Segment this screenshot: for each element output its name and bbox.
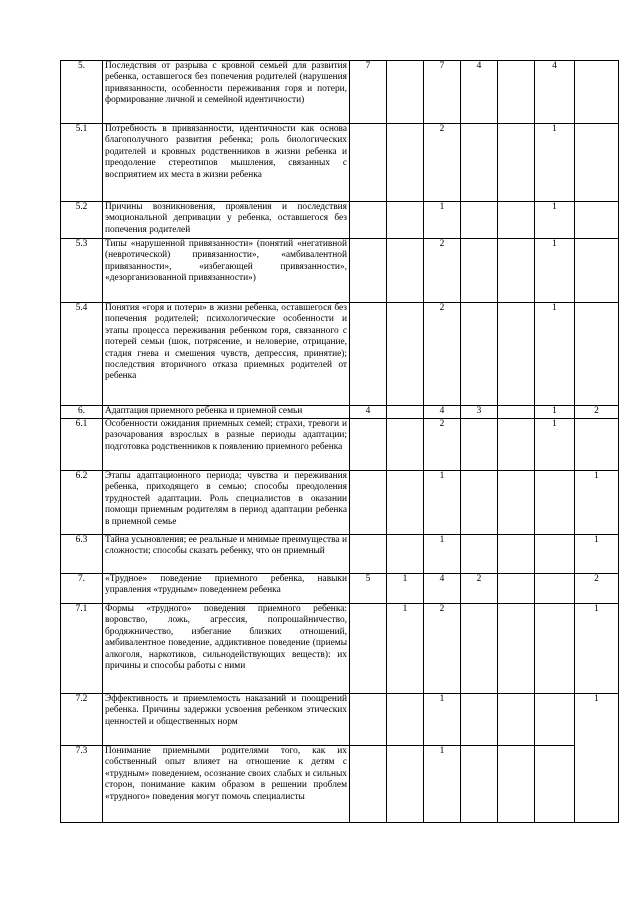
- hours-cell: [461, 471, 498, 535]
- hours-cell: 1: [387, 604, 424, 694]
- hours-cell: [498, 604, 535, 694]
- hours-cell: [498, 406, 535, 419]
- hours-cell: [387, 124, 424, 202]
- table-row: [61, 746, 619, 823]
- hours-cell: 5: [350, 574, 387, 604]
- row-number: 7.2: [61, 694, 103, 746]
- hours-cell: [461, 239, 498, 303]
- hours-cell: 1: [535, 202, 575, 239]
- row-number: 5.2: [61, 202, 103, 239]
- hours-cell: [498, 303, 535, 406]
- topic-text: Понимание приемными родителями того, как их собственный опыт влияет на отношение к детям с «трудным» поведением, осознание своих слабых и сильных сторон, понимание каким образом в решении проблем «трудного» поведения могут помочь специалисты: [103, 746, 350, 823]
- row-number: 6.3: [61, 535, 103, 574]
- topic-text: Эффективность и приемлемость наказаний и поощрений ребенка. Причины задержки усвоения ребенком этических ценностей и общественных норм: [103, 694, 350, 746]
- hours-cell: 1: [535, 239, 575, 303]
- hours-cell: [387, 406, 424, 419]
- row-number: 6.1: [61, 419, 103, 471]
- hours-cell: [350, 419, 387, 471]
- hours-cell: 1: [424, 535, 461, 574]
- hours-cell: [575, 61, 619, 124]
- hours-cell: [461, 604, 498, 694]
- table-row: [61, 604, 619, 694]
- hours-cell: [535, 574, 575, 604]
- topic-text: Этапы адаптационного периода; чувства и переживания ребенка, приходящего в семью; способы преодоления трудностей адаптации. Роль специалистов в оказании помощи приемным родителям в период адаптации ребенка в приемной семье: [103, 471, 350, 535]
- row-number: 5.1: [61, 124, 103, 202]
- hours-cell: [387, 694, 424, 746]
- hours-cell: 2: [575, 574, 619, 604]
- topic-text: Потребность в привязанности, идентичности как основа благополучного развития ребенка; роль биологических родителей и кровных родственников в жизни ребенка и преодоление стереотипов мышления, связанных с восприятием их места в жизни ребенка: [103, 124, 350, 202]
- hours-cell: 1: [424, 694, 461, 746]
- hours-cell: [461, 124, 498, 202]
- hours-cell: [350, 604, 387, 694]
- hours-cell: [498, 535, 535, 574]
- hours-cell: 1: [387, 574, 424, 604]
- hours-cell: 4: [424, 574, 461, 604]
- hours-cell: [387, 202, 424, 239]
- hours-cell: 1: [535, 124, 575, 202]
- topic-text: Формы «трудного» поведения приемного ребенка: воровство, ложь, агрессия, попрошайничество, бродяжничество, избегание близких отношений, амбивалентное поведение, аддиктивное поведение (приемы алкоголя, наркотиков, сильнодействующих веществ): их причины и способы работы с ними: [103, 604, 350, 694]
- hours-cell: 2: [424, 124, 461, 202]
- hours-cell: 3: [461, 406, 498, 419]
- table-row: [61, 202, 619, 239]
- hours-cell: [461, 694, 498, 746]
- hours-cell: 1: [424, 471, 461, 535]
- hours-cell: [461, 419, 498, 471]
- hours-cell: [535, 694, 575, 746]
- hours-cell: 4: [424, 406, 461, 419]
- hours-cell: [350, 239, 387, 303]
- row-number: 6.: [61, 406, 103, 419]
- hours-cell: 4: [350, 406, 387, 419]
- hours-cell: [535, 535, 575, 574]
- hours-cell: [498, 746, 535, 823]
- row-number: 7.3: [61, 746, 103, 823]
- hours-cell: 1: [535, 419, 575, 471]
- hours-cell: [350, 202, 387, 239]
- hours-cell: [498, 471, 535, 535]
- row-number: 6.2: [61, 471, 103, 535]
- hours-cell: [350, 535, 387, 574]
- table-row: [61, 419, 619, 471]
- hours-cell: [461, 303, 498, 406]
- hours-cell: 2: [424, 239, 461, 303]
- hours-cell: [387, 61, 424, 124]
- hours-cell: 2: [424, 419, 461, 471]
- topic-text: Адаптация приемного ребенка и приемной семьи: [103, 406, 350, 419]
- table-row: [61, 574, 619, 604]
- row-number: 7.: [61, 574, 103, 604]
- hours-cell: [387, 239, 424, 303]
- hours-cell: [575, 202, 619, 239]
- hours-cell: 2: [424, 604, 461, 694]
- hours-cell: 1: [575, 694, 619, 823]
- topic-text: «Трудное» поведение приемного ребенка, навыки управления «трудным» поведением ребенка: [103, 574, 350, 604]
- hours-cell: [350, 303, 387, 406]
- table-row: [61, 535, 619, 574]
- hours-cell: [575, 303, 619, 406]
- hours-cell: [498, 202, 535, 239]
- hours-cell: 1: [575, 535, 619, 574]
- hours-cell: [498, 574, 535, 604]
- topic-text: Понятия «горя и потери» в жизни ребенка, оставшегося без попечения родителей; психологические особенности и этапы процесса переживания ребенком горя, связанного с потерей семьи (шок, потрясение, и неловерие, отрицание, стадия гнева и смешения чувств, депрессия, принятие); последствия вторичного отказа приемных родителей от ребенка: [103, 303, 350, 406]
- hours-cell: [535, 471, 575, 535]
- hours-cell: 7: [350, 61, 387, 124]
- hours-cell: [498, 61, 535, 124]
- row-number: 5.3: [61, 239, 103, 303]
- hours-cell: 1: [575, 471, 619, 535]
- topic-text: Последствия от разрыва с кровной семьей для развития ребенка, оставшегося без попечения родителей (нарушения привязанности, особенности переживания горя и потери, формирование личной и семейной идентичности): [103, 61, 350, 124]
- table-row: [61, 61, 619, 124]
- table-row: [61, 239, 619, 303]
- topic-text: Особенности ожидания приемных семей; страхи, тревоги и разочарования взрослых в разные периоды адаптации; подготовка родственников к появлению приемного ребенка: [103, 419, 350, 471]
- hours-cell: [575, 419, 619, 471]
- hours-cell: [387, 419, 424, 471]
- hours-cell: [350, 694, 387, 746]
- hours-cell: [498, 694, 535, 746]
- hours-cell: [575, 124, 619, 202]
- hours-cell: 7: [424, 61, 461, 124]
- hours-cell: [498, 239, 535, 303]
- hours-cell: 1: [535, 406, 575, 419]
- hours-cell: [387, 303, 424, 406]
- curriculum-table: [60, 60, 619, 823]
- hours-cell: 1: [424, 202, 461, 239]
- hours-cell: [350, 746, 387, 823]
- hours-cell: [461, 535, 498, 574]
- hours-cell: 1: [424, 746, 461, 823]
- table-row: [61, 303, 619, 406]
- topic-text: Типы «нарушенной привязанности» (понятий «негативной (невротической) привязанности», «амбивалентной привязанности», «избегающей привязанности», «дезорганизованной привязанности»): [103, 239, 350, 303]
- topic-text: Причины возникновения, проявления и последствия эмоциональной депривации у ребенка, оставшегося без попечения родителей: [103, 202, 350, 239]
- hours-cell: [387, 746, 424, 823]
- hours-cell: 2: [575, 406, 619, 419]
- hours-cell: [498, 419, 535, 471]
- row-number: 5.4: [61, 303, 103, 406]
- table-row: [61, 124, 619, 202]
- hours-cell: 4: [461, 61, 498, 124]
- table-row: [61, 694, 619, 746]
- hours-cell: 2: [461, 574, 498, 604]
- hours-cell: [350, 124, 387, 202]
- hours-cell: [461, 746, 498, 823]
- hours-cell: [350, 471, 387, 535]
- hours-cell: [387, 535, 424, 574]
- topic-text: Тайна усыновления; ее реальные и мнимые преимущества и сложности; способы сказать ребенку, что он приемный: [103, 535, 350, 574]
- hours-cell: [461, 202, 498, 239]
- hours-cell: [575, 239, 619, 303]
- hours-cell: [498, 124, 535, 202]
- hours-cell: [535, 604, 575, 694]
- hours-cell: [535, 746, 575, 823]
- table-row: [61, 406, 619, 419]
- hours-cell: 4: [535, 61, 575, 124]
- table-row: [61, 471, 619, 535]
- hours-cell: 2: [424, 303, 461, 406]
- hours-cell: [387, 471, 424, 535]
- hours-cell: 1: [535, 303, 575, 406]
- row-number: 7.1: [61, 604, 103, 694]
- hours-cell: 1: [575, 604, 619, 694]
- row-number: 5.: [61, 61, 103, 124]
